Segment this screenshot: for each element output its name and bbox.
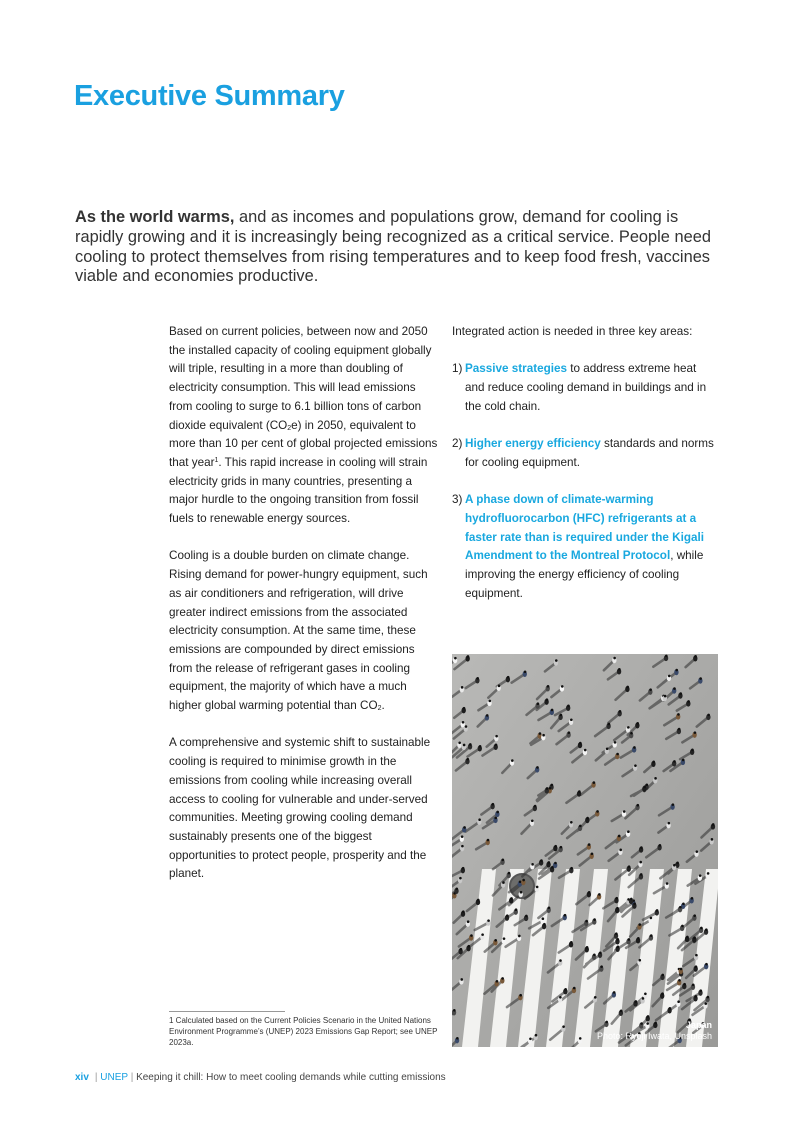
pedestrian-head [469, 743, 472, 746]
pedestrian-head [593, 918, 596, 921]
pedestrian-head [682, 759, 685, 762]
pedestrian-head [466, 758, 469, 761]
pedestrian-head [542, 917, 545, 920]
pedestrian-head [600, 965, 603, 968]
pedestrian-head [700, 927, 703, 930]
pedestrian-head [468, 945, 471, 948]
pedestrian-head [627, 830, 630, 833]
pedestrian-head [465, 725, 468, 728]
pedestrian-head [567, 705, 570, 708]
pedestrian-head [559, 959, 562, 962]
pedestrian-head [694, 655, 697, 658]
pedestrian-head [668, 675, 671, 678]
pedestrian-head [673, 760, 676, 763]
page-title: Executive Summary [74, 80, 345, 112]
pedestrian-head [633, 902, 636, 905]
pedestrian-head [462, 867, 465, 870]
pedestrian-head [463, 826, 466, 829]
pedestrian-head [588, 891, 591, 894]
pedestrian-head [705, 928, 708, 931]
pedestrian-head [463, 744, 466, 747]
pedestrian-head [692, 984, 695, 987]
pedestrian-head [666, 882, 669, 885]
pedestrian-head [529, 1038, 532, 1041]
pedestrian-head [478, 818, 481, 821]
pedestrian-head [707, 872, 710, 875]
pedestrian-head [681, 925, 684, 928]
paragraph-systemic-shift: A comprehensive and systemic shift to sustainable cooling is required to minimise growth in the emissions from cooling while increasing overall access to cooling for vulnerable and under-served communities. Meeting growing cooling demand sustainably presents one of the biggest opportunities to protect people, prosperity and the planet. [169, 736, 431, 881]
pedestrian-head [570, 821, 573, 824]
pedestrian-head [568, 731, 571, 734]
pedestrian-head [579, 825, 582, 828]
pedestrian-head [599, 951, 602, 954]
pedestrian-head [593, 953, 596, 956]
lead-text: and as incomes and populations grow, demand for cooling is rapidly growing and it is increasingly being recognized as a critical service. People need cooling to protect themselves from rising temperatures and to keep food fresh, vaccines viable and economies productive. [75, 208, 711, 286]
pedestrian-head [554, 845, 557, 848]
pedestrian-head [637, 937, 640, 940]
pedestrian-head [659, 844, 662, 847]
paragraph-cooling-capacity: Based on current policies, between now and 2050 the installed capacity of cooling equipment globally will triple, resulting in a more than doubling of electricity consumption. This will lead emissions from cooling to surge to 6.1 billion tons of carbon dioxide equivalent $(CO_2e)$ in 2050, equivalent to more than 10 per cent of global projected emissions that year$^1$. This rapid increase in cooling will strain electricity grids in many countries, presenting a major hurdle to the ongoing transition from fossil fuels to renewable energy sources. [169, 325, 438, 526]
pedestrian-head [593, 781, 596, 784]
pedestrian-head [492, 803, 495, 806]
pedestrian-head [693, 936, 696, 939]
crowd-illustration [452, 654, 718, 1047]
pedestrian-head [638, 923, 641, 926]
pedestrian-head [586, 946, 589, 949]
pedestrian-head [461, 835, 464, 838]
pedestrian-head [676, 862, 679, 865]
pedestrian-head [712, 823, 715, 826]
pedestrian-head [673, 687, 676, 690]
pedestrian-head [606, 747, 609, 750]
photo-credit: Photo: Ryoji Iwata, Unsplash [596, 1031, 712, 1041]
pedestrian-head [695, 850, 698, 853]
pedestrian-head [679, 906, 682, 909]
pedestrian-head [546, 787, 549, 790]
pedestrian-head [555, 659, 558, 662]
pedestrian-head [678, 979, 681, 982]
pedestrian-head [549, 787, 552, 790]
pedestrian-head [711, 838, 714, 841]
pedestrian-head [481, 933, 484, 936]
pedestrian-head [672, 803, 675, 806]
pedestrian-head [633, 746, 636, 749]
pedestrian-head [635, 1000, 638, 1003]
pedestrian-head [518, 935, 521, 938]
pedestrian-head [564, 988, 567, 991]
pedestrian-head [638, 959, 641, 962]
pedestrian-head [640, 873, 643, 876]
pedestrian-head [570, 941, 573, 944]
pedestrian-head [608, 723, 611, 726]
pedestrian-head [524, 670, 527, 673]
pedestrian-head [479, 745, 482, 748]
pedestrian-head [531, 863, 534, 866]
pedestrian-head [628, 938, 631, 941]
pedestrian-head [640, 846, 643, 849]
pedestrian-head [456, 1037, 459, 1040]
pedestrian-head [695, 954, 698, 957]
pedestrian-head [460, 948, 463, 951]
lead-bold-phrase: As the world warms, [75, 208, 235, 226]
pedestrian-head [695, 995, 698, 998]
pedestrian-head [598, 893, 601, 896]
pedestrian-head [455, 887, 458, 890]
pedestrian-head [661, 992, 664, 995]
pedestrian-head [461, 686, 464, 689]
pedestrian-head [503, 937, 506, 940]
key-area-item [452, 360, 718, 416]
pedestrian-head [680, 968, 683, 971]
pedestrian-head [630, 898, 633, 901]
pedestrian-head [501, 977, 504, 980]
item-number: 1) [452, 362, 463, 376]
pedestrian-head [536, 886, 539, 889]
left-column [169, 323, 439, 903]
lead-paragraph [75, 208, 725, 287]
pedestrian-head [496, 811, 499, 814]
pedestrian-head [707, 714, 710, 717]
pedestrian-head [668, 822, 671, 825]
pedestrian-head [540, 859, 543, 862]
pedestrian-head [636, 722, 639, 725]
pedestrian-head [495, 743, 498, 746]
pedestrian-head [494, 939, 497, 942]
pedestrian-head [705, 963, 708, 966]
pedestrian-head [652, 761, 655, 764]
pedestrian-head [551, 709, 554, 712]
pedestrian-head [510, 897, 513, 900]
pedestrian-head [486, 714, 489, 717]
pedestrian-head [637, 804, 640, 807]
pedestrian-head [699, 989, 702, 992]
pedestrian-head [687, 700, 690, 703]
pedestrian-head [463, 707, 466, 710]
pedestrian-head [554, 862, 557, 865]
paragraph-double-burden: Cooling is a double burden on climate change. Rising demand for power-hungry equipment, such as air conditioners and refrigeration, will drive greater indirect emissions from the associated electricity consumption. At the same time, these emissions are compounded by direct emissions from the release of refrigerant gases in cooling equipment, the majority of which have a much higher global warming potential than $CO_2$. [169, 549, 428, 713]
pedestrian-head [616, 907, 619, 910]
pedestrian-head [584, 749, 587, 752]
pedestrian-head [542, 734, 545, 737]
item-text: to address extreme heat and reduce cooling demand in buildings and in the cold chain. [465, 362, 707, 413]
pedestrian-head [487, 839, 490, 842]
key-areas-intro: Integrated action is needed in three key areas: [452, 325, 693, 338]
pedestrian-head [686, 936, 689, 939]
crowd-crossing-photo [452, 654, 718, 1047]
photo-location: Japan [685, 1020, 712, 1030]
pedestrian-head [462, 910, 465, 913]
pedestrian-head [639, 861, 642, 864]
footer-separator: | [94, 1072, 98, 1083]
pedestrian-head [502, 859, 505, 862]
pedestrian-head [459, 877, 462, 880]
pedestrian-head [691, 749, 694, 752]
pedestrian-head [591, 852, 594, 855]
pedestrian-head [548, 906, 551, 909]
pedestrian-head [494, 817, 497, 820]
pedestrian-head [548, 861, 551, 864]
pedestrian-head [535, 1034, 538, 1037]
pedestrian-head [617, 945, 620, 948]
pedestrian-head [537, 702, 540, 705]
pedestrian-head [634, 764, 637, 767]
page-footer [75, 1072, 446, 1083]
pedestrian-head [515, 908, 518, 911]
pedestrian-head [616, 753, 619, 756]
pedestrian-head [543, 923, 546, 926]
photo-caption [597, 1020, 712, 1042]
pedestrian-head [654, 777, 657, 780]
pedestrian-head [661, 974, 664, 977]
pedestrian-head [678, 728, 681, 731]
pedestrian-head [707, 996, 710, 999]
pedestrian-head [551, 866, 554, 869]
pedestrian-head [693, 914, 696, 917]
pedestrian-head [477, 899, 480, 902]
pedestrian-head [694, 731, 697, 734]
item-highlight: Passive strategies [465, 362, 568, 376]
pedestrian-head [508, 872, 511, 875]
pedestrian-head [531, 819, 534, 822]
pedestrian-head [564, 914, 567, 917]
pedestrian-head [507, 676, 510, 679]
pedestrian-head [618, 668, 621, 671]
pedestrian-head [683, 983, 686, 986]
item-highlight: Higher energy efficiency [465, 437, 601, 451]
pedestrian-head [470, 934, 473, 937]
footer-separator: | [130, 1072, 134, 1083]
pedestrian-head [560, 714, 563, 717]
pedestrian-head [560, 846, 563, 849]
pedestrian-head [664, 695, 667, 698]
footnote-divider [169, 1011, 285, 1012]
pedestrian-head [579, 742, 582, 745]
pedestrian-head [626, 686, 629, 689]
pedestrian-head [579, 1037, 582, 1040]
pedestrian-head [643, 785, 646, 788]
pedestrian-head [522, 879, 525, 882]
pedestrian-head [467, 920, 470, 923]
pedestrian-head [613, 991, 616, 994]
pedestrian-head [699, 677, 702, 680]
pedestrian-head [496, 980, 499, 983]
pedestrian-head [578, 790, 581, 793]
item-number: 3) [452, 493, 463, 507]
pedestrian-head [615, 932, 618, 935]
pedestrian-head [460, 978, 463, 981]
pedestrian-head [520, 891, 523, 894]
right-column [452, 323, 718, 622]
pedestrian-head [614, 741, 617, 744]
pedestrian-head [594, 996, 597, 999]
pedestrian-head [630, 732, 633, 735]
pedestrian-head [646, 783, 649, 786]
pedestrian-head [506, 914, 509, 917]
pedestrian-head [458, 741, 461, 744]
pedestrian-head [677, 1000, 680, 1003]
footnote-ref[interactable]: 1 [214, 456, 219, 464]
footnote: 1 Calculated based on the Current Policies Scenario in the United Nations Environment Programme’s (UNEP) 2023 Emissions Gap Report; see UNEP 2023a. [169, 1016, 438, 1047]
pedestrian-head [454, 657, 457, 660]
pedestrian-head [650, 934, 653, 937]
pedestrian-head [628, 865, 631, 868]
pedestrian-head [570, 718, 573, 721]
item-text: , while improving the energy efficiency of cooling equipment. [465, 549, 704, 600]
key-area-item [452, 491, 718, 603]
pedestrian-head [649, 688, 652, 691]
pedestrian-head [495, 735, 498, 738]
pedestrian-head [519, 880, 522, 883]
pedestrian-head [677, 713, 680, 716]
pedestrian-head [561, 685, 564, 688]
pedestrian-head [679, 692, 682, 695]
pedestrian-head [619, 710, 622, 713]
pedestrian-head [519, 994, 522, 997]
pedestrian-head [665, 655, 668, 658]
pedestrian-head [619, 849, 622, 852]
pedestrian-head [573, 987, 576, 990]
pedestrian-head [539, 732, 542, 735]
pedestrian-head [656, 909, 659, 912]
key-area-item [452, 435, 718, 472]
pedestrian-head [699, 874, 702, 877]
pedestrian-head [534, 805, 537, 808]
pedestrian-head [650, 917, 653, 920]
pedestrian-head [585, 920, 588, 923]
pedestrian-head [695, 965, 698, 968]
pedestrian-head [588, 843, 591, 846]
footer-document-title: Keeping it chill: How to meet cooling demands while cutting emissions [136, 1072, 446, 1083]
item-number: 2) [452, 437, 463, 451]
pedestrian-head [525, 915, 528, 918]
pedestrian-head [487, 919, 490, 922]
pedestrian-head [682, 902, 685, 905]
pedestrian-head [511, 759, 514, 762]
pedestrian-head [613, 657, 616, 660]
pedestrian-head [669, 1007, 672, 1010]
pedestrian-head [476, 677, 479, 680]
pedestrian-head [502, 881, 505, 884]
item-text: standards and norms for cooling equipment. [465, 437, 714, 469]
pedestrian-head [615, 897, 618, 900]
pedestrian-head [620, 1010, 623, 1013]
pedestrian-head [547, 685, 550, 688]
pedestrian-head [647, 1015, 650, 1018]
pedestrian-head [461, 845, 464, 848]
pedestrian-head [570, 867, 573, 870]
pedestrian-head [675, 669, 678, 672]
pedestrian-head [453, 1009, 456, 1012]
pedestrian-head [596, 810, 599, 813]
pedestrian-head [691, 897, 694, 900]
pedestrian-head [644, 992, 647, 995]
pedestrian-head [627, 726, 630, 729]
pedestrian-head [536, 766, 539, 769]
pedestrian-head [562, 1025, 565, 1028]
pedestrian-head [551, 784, 554, 787]
pedestrian-head [586, 817, 589, 820]
footer-org[interactable]: UNEP [100, 1072, 128, 1083]
pedestrian-head [642, 997, 645, 1000]
pedestrian-head [559, 996, 562, 999]
pedestrian-head [498, 685, 501, 688]
pedestrian-head [623, 810, 626, 813]
pedestrian-head [467, 655, 470, 658]
pedestrian-head [546, 698, 549, 701]
item-highlight: A phase down of climate-warming hydrofluorocarbon (HFC) refrigerants at a faster rate than is required under the Kigali Amendment to the Montreal Protocol [465, 493, 705, 563]
pedestrian-head [704, 1002, 707, 1005]
pedestrian-head [673, 864, 676, 867]
page-number: xiv [75, 1072, 89, 1083]
pedestrian-head [618, 835, 621, 838]
pedestrian-head [462, 721, 465, 724]
pedestrian-head [488, 700, 491, 703]
